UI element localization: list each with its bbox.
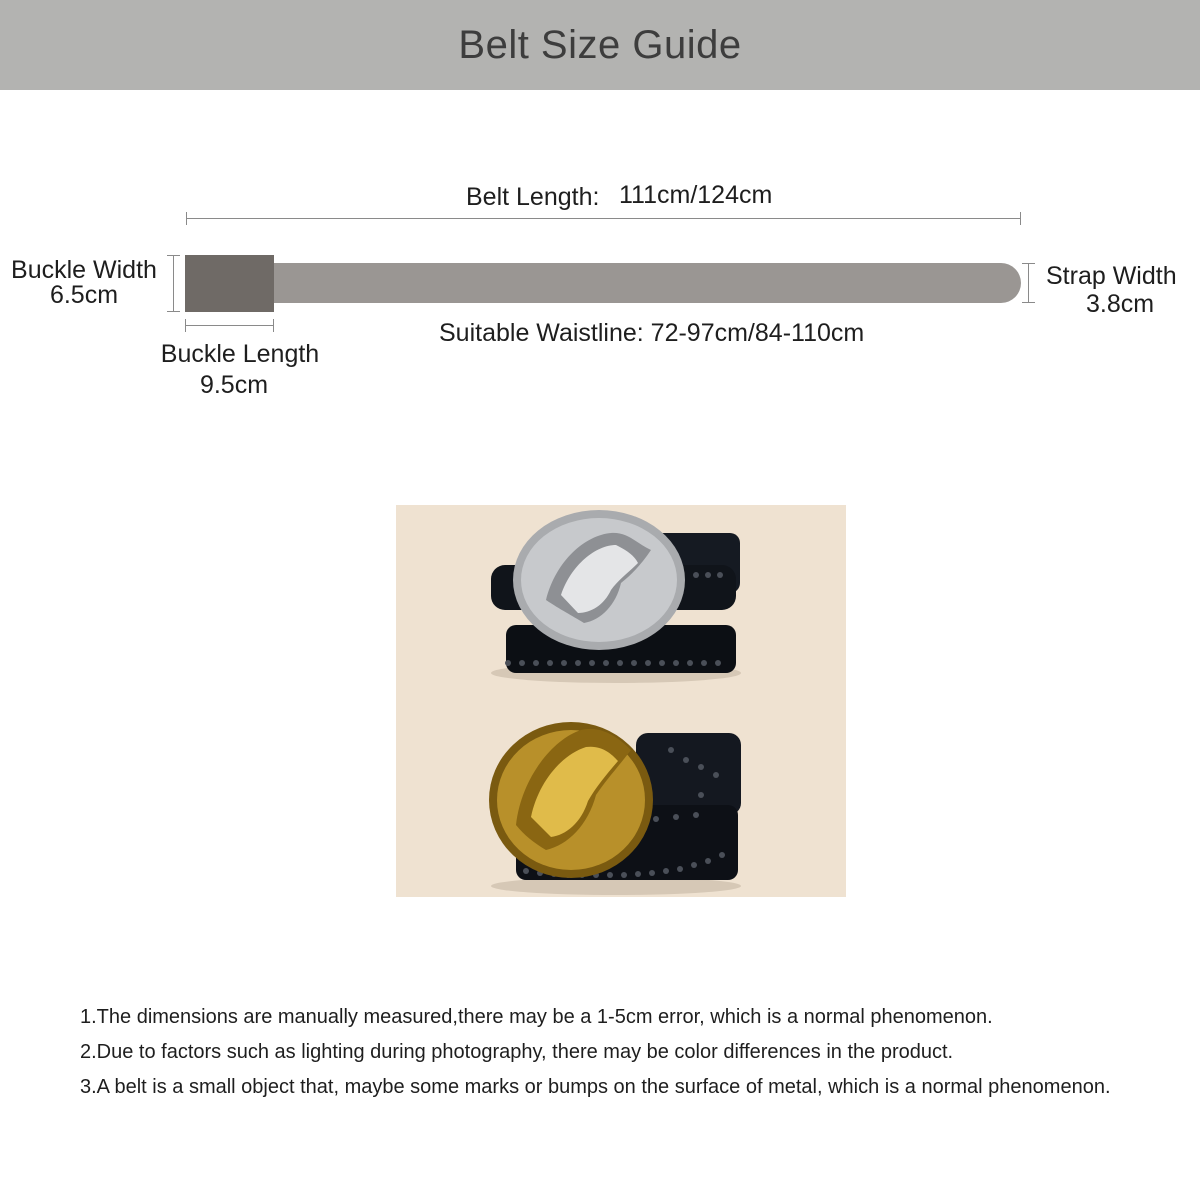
buckle-width-label: Buckle Width (11, 256, 157, 284)
belt-buckle-shape (185, 255, 274, 312)
belt-strap-shape (274, 263, 1021, 303)
note-item: 3.A belt is a small object that, maybe some marks or bumps on the surface of metal, which is a normal phenomenon. (80, 1076, 1111, 1098)
buckle-width-dimension-line (173, 255, 174, 312)
belt-length-tick-right (1020, 212, 1021, 225)
buckle-width-tick-bottom (167, 311, 180, 312)
strap-width-tick-bottom (1022, 302, 1035, 303)
page-title: Belt Size Guide (458, 22, 742, 67)
waistline-label: Suitable Waistline: 72-97cm/84-110cm (439, 319, 865, 347)
note-item: 1.The dimensions are manually measured,there may be a 1-5cm error, which is a normal phenomenon. (80, 1006, 993, 1028)
buckle-length-label: Buckle Length (160, 340, 320, 368)
notes-list (80, 1003, 1111, 1108)
buckle-length-tick-right (273, 319, 274, 332)
buckle-length-value: 9.5cm (199, 371, 269, 399)
buckle-length-tick-left (185, 319, 186, 332)
belt-length-tick-left (186, 212, 187, 225)
strap-width-value: 3.8cm (1086, 290, 1155, 318)
gold-belt (489, 722, 741, 880)
belt-length-value: 111cm/124cm (619, 181, 773, 209)
buckle-width-tick-top (167, 255, 180, 256)
belt-length-dimension-line (186, 218, 1021, 219)
strap-width-dimension-line (1028, 263, 1029, 303)
product-photo (396, 505, 846, 897)
note-item: 2.Due to factors such as lighting during photography, there may be color differences in the product. (80, 1041, 954, 1063)
strap-width-label: Strap Width (1046, 262, 1177, 290)
silver-belt (491, 510, 740, 673)
buckle-width-value: 6.5cm (49, 281, 119, 309)
header-bar (0, 0, 1200, 90)
belt-length-label: Belt Length: (466, 183, 600, 211)
strap-width-tick-top (1022, 263, 1035, 264)
product-photo-illustration (396, 505, 846, 897)
buckle-length-dimension-line (185, 325, 274, 326)
